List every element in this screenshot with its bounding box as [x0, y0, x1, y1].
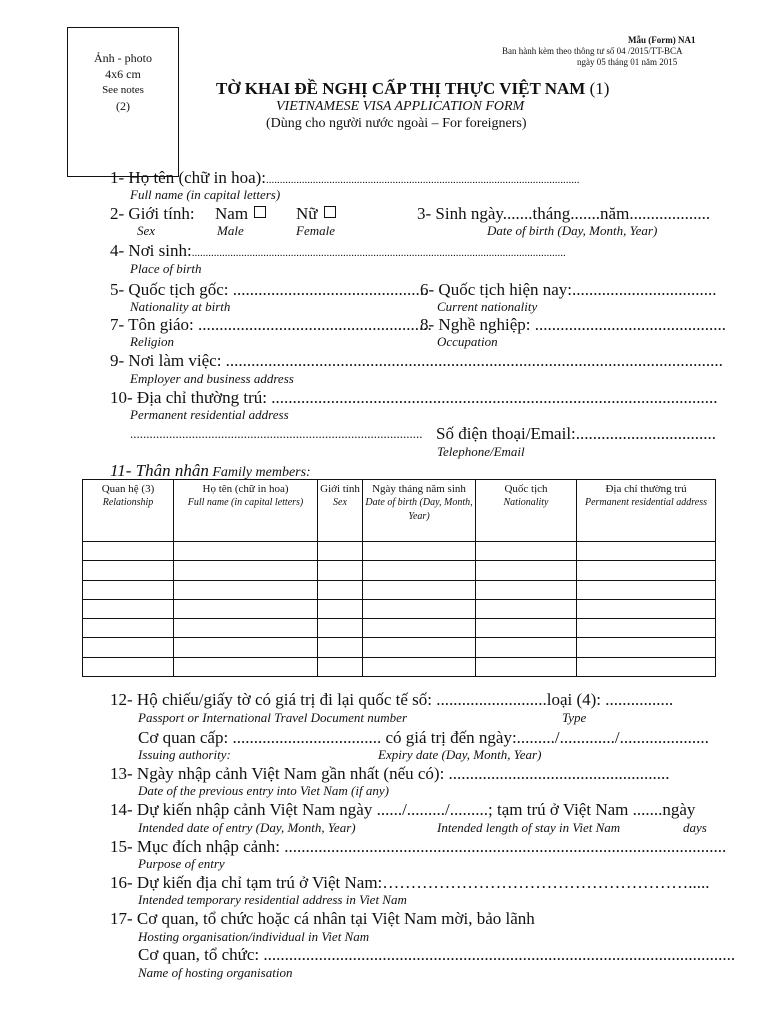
hosting-org-name-en: Name of hosting organisation: [138, 965, 293, 980]
col-sex: Giới tính Sex: [318, 480, 363, 542]
table-row[interactable]: [83, 619, 716, 638]
field-date-of-birth[interactable]: 3- Sinh ngày.......tháng.......năm...................: [417, 204, 711, 223]
telephone-email-en: Telephone/Email: [437, 444, 525, 459]
photo-label: Ảnh - photo: [94, 51, 152, 65]
photo-size: 4x6 cm: [105, 67, 141, 81]
female-checkbox[interactable]: [324, 206, 336, 218]
place-of-birth-dots: ........................................................................................................................................: [191, 247, 566, 259]
passport-en: Passport or International Travel Document number: [138, 710, 408, 725]
table-row[interactable]: [83, 599, 716, 618]
previous-entry-en: Date of the previous entry into Viet Nam (if any): [138, 783, 389, 798]
permanent-address-en: Permanent residential address: [130, 407, 289, 422]
female-label: Nữ: [296, 204, 318, 223]
full-name-dots: ..................................................................................................................: [266, 174, 580, 186]
sex-en: Sex: [137, 223, 156, 238]
field-occupation[interactable]: 8- Nghề nghiệp: .............................................: [420, 315, 726, 334]
table-header-row: [83, 480, 716, 542]
photo-notes: See notes: [102, 84, 144, 96]
field-telephone-email[interactable]: Số điện thoại/Email:.................................: [436, 424, 717, 443]
family-members-vi: 11- Thân nhân: [110, 461, 209, 480]
table-row[interactable]: [83, 542, 716, 561]
form-subtitle: VIETNAMESE VISA APPLICATION FORM: [276, 99, 525, 114]
field-previous-entry[interactable]: 13- Ngày nhập cảnh Việt Nam gần nhất (nếu có): ....................................................: [110, 764, 670, 783]
field-current-nationality[interactable]: 6- Quốc tịch hiện nay:..................................: [420, 280, 717, 299]
table-row[interactable]: [83, 657, 716, 676]
days-en: days: [683, 820, 707, 835]
family-members-table: [82, 479, 716, 677]
current-nationality-en: Current nationality: [437, 299, 538, 314]
permanent-address-dots[interactable]: ..........................................................................................: [130, 426, 423, 441]
photo-placeholder: [67, 27, 179, 177]
religion-en: Religion: [130, 334, 175, 349]
male-en: Male: [217, 223, 244, 238]
col-relationship: Quan hệ (3) Relationship: [83, 480, 174, 542]
table-row[interactable]: [83, 580, 716, 599]
table-row[interactable]: [83, 638, 716, 657]
table-row[interactable]: [83, 561, 716, 580]
field-intended-entry[interactable]: 14- Dự kiến nhập cảnh Việt Nam ngày ....../........./.........; tạm trú ở Việt Nam .......ngày: [110, 800, 696, 819]
issued-line-2: ngày 05 tháng 01 năm 2015: [577, 57, 678, 67]
family-members-en: Family members:: [208, 465, 311, 480]
full-name-en: Full name (in capital letters): [130, 187, 281, 202]
nationality-at-birth-en: Nationality at birth: [130, 299, 231, 314]
expiry-date-en: Expiry date (Day, Month, Year): [378, 747, 542, 762]
col-permanent-address: Địa chỉ thường trú Permanent residential address: [577, 480, 716, 542]
col-nationality: Quốc tịch Nationality: [476, 480, 577, 542]
form-audience: (Dùng cho người nước ngoài – For foreigners): [266, 116, 527, 131]
field-religion[interactable]: 7- Tôn giáo: .......................................................: [110, 315, 432, 334]
field-full-name[interactable]: [110, 168, 580, 188]
field-employer[interactable]: 9- Nơi làm việc: .....................................................................................................................: [110, 351, 723, 370]
form-title: [216, 79, 609, 99]
hosting-organisation-en: Hosting organisation/individual in Viet Nam: [138, 929, 370, 944]
form-title-note: (1): [585, 79, 610, 98]
place-of-birth-en: Place of birth: [130, 261, 202, 276]
issued-line-1: Ban hành kèm theo thông tư số 04 /2015/TT-BCA: [502, 46, 683, 56]
field-nationality-at-birth[interactable]: 5- Quốc tịch gốc: ..............................................: [110, 280, 429, 299]
field-purpose-of-entry[interactable]: 15- Mục đích nhập cảnh: ........................................................................................................: [110, 837, 727, 856]
female-en: Female: [296, 223, 335, 238]
field-place-of-birth[interactable]: [110, 241, 566, 261]
dob-en: Date of birth (Day, Month, Year): [487, 223, 658, 238]
col-full-name: Họ tên (chữ in hoa) Full name (in capital letters): [174, 480, 318, 542]
field-temporary-address[interactable]: 16- Dự kiến địa chỉ tạm trú ở Việt Nam:……………………………………………….....: [110, 873, 710, 892]
sex-label: 2- Giới tính:: [110, 204, 195, 223]
occupation-en: Occupation: [437, 334, 498, 349]
temporary-address-en: Intended temporary residential address in Viet Nam: [138, 892, 407, 907]
employer-en: Employer and business address: [130, 371, 294, 386]
family-members-label: [110, 461, 311, 481]
issuing-authority-en: Issuing authority:: [138, 747, 231, 762]
form-title-text: TỜ KHAI ĐỀ NGHỊ CẤP THỊ THỰC VIỆT NAM: [216, 79, 586, 98]
field-permanent-address[interactable]: 10- Địa chỉ thường trú: .........................................................................................................: [110, 388, 718, 407]
male-checkbox[interactable]: [254, 206, 266, 218]
length-of-stay-en: Intended length of stay in Viet Nam: [437, 820, 621, 835]
photo-note-number: (2): [116, 99, 130, 113]
sex-female-option[interactable]: [296, 204, 336, 224]
field-issuing-authority[interactable]: Cơ quan cấp: ................................... có giá trị đến ngày:........./............./.....................: [138, 728, 709, 747]
col-date-of-birth: Ngày tháng năm sinh Date of birth (Day, Month, Year): [363, 480, 476, 542]
passport-type-en: Type: [562, 710, 587, 725]
field-hosting-org-name[interactable]: Cơ quan, tổ chức: ...............................................................................................................: [138, 945, 736, 964]
male-label: Nam: [215, 204, 249, 223]
full-name-label: 1- Họ tên (chữ in hoa):: [110, 168, 267, 187]
intended-entry-en: Intended date of entry (Day, Month, Year): [138, 820, 356, 835]
field-hosting-organisation: 17- Cơ quan, tổ chức hoặc cá nhân tại Việt Nam mời, bảo lãnh: [110, 909, 535, 928]
form-number: Mẫu (Form) NA1: [628, 35, 696, 45]
field-passport[interactable]: 12- Hộ chiếu/giấy tờ có giá trị đi lại quốc tế số: ..........................loại (4): ................: [110, 690, 674, 709]
place-of-birth-label: 4- Nơi sinh:: [110, 241, 192, 260]
purpose-of-entry-en: Purpose of entry: [138, 856, 225, 871]
sex-male-option[interactable]: [215, 204, 266, 224]
